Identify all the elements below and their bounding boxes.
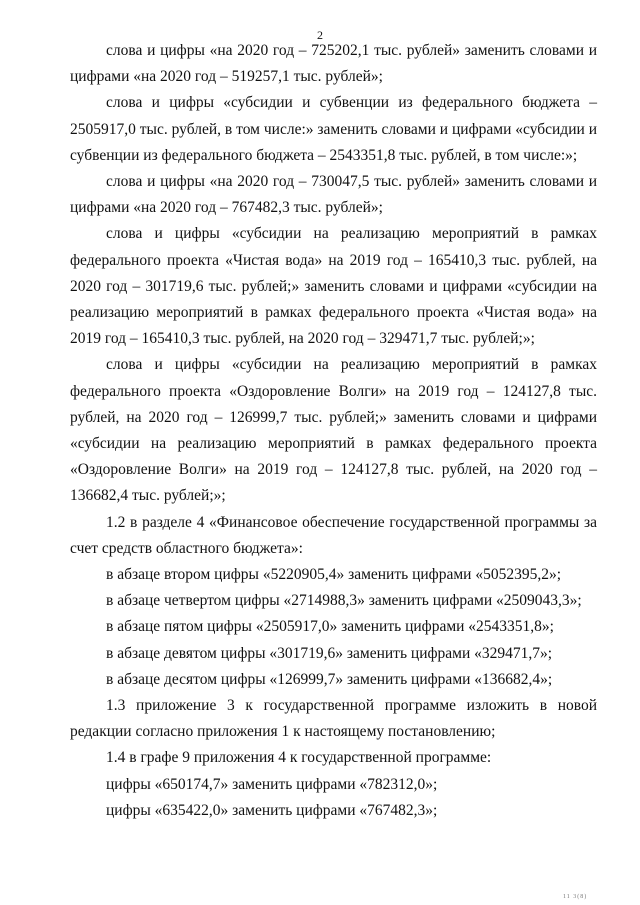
paragraph: в абзаце втором цифры «5220905,4» заменить цифрами «5052395,2»; <box>106 566 561 584</box>
document-body <box>70 38 597 824</box>
paragraph: 1.2 в разделе 4 «Финансовое обеспечение государственной программы за счет средств областного бюджета»: <box>70 513 597 557</box>
paragraph: в абзаце пятом цифры «2505917,0» заменить цифрами «2543351,8»; <box>106 618 554 636</box>
paragraph: слова и цифры «на 2020 год – 725202,1 тыс. рублей» заменить словами и цифрами «на 2020 год – 519257,1 тыс. рублей»; <box>70 42 597 86</box>
paragraph: в абзаце девятом цифры «301719,6» заменить цифрами «329471,7»; <box>106 644 553 662</box>
paragraph: в абзаце четвертом цифры «2714988,3» заменить цифрами «2509043,3»; <box>106 592 582 610</box>
paragraph: 1.4 в графе 9 приложения 4 к государственной программе: <box>106 749 492 767</box>
paragraph: слова и цифры «на 2020 год – 730047,5 тыс. рублей» заменить словами и цифрами «на 2020 год – 767482,3 тыс. рублей»; <box>70 173 597 217</box>
paragraph: слова и цифры «субсидии на реализацию мероприятий в рамках федерального проекта «Оздоровление Волги» на 2019 год – 124127,8 тыс. рублей, на 2020 год – 126999,7 тыс. рублей;» заменить словами и цифрами «субсидии на реализацию мероприятий в рамках федерального проекта «Оздоровление Волги» на 2019 год – 124127,8 тыс. рублей, на 2020 год – 136682,4 тыс. рублей;»; <box>70 356 597 505</box>
paragraph: слова и цифры «субсидии и субвенции из федерального бюджета – 2505917,0 тыс. рублей, в том числе:» заменить словами и цифрами «субсидии и субвенции из федерального бюджета – 2543351,8 тыс. рублей, в том числе:»; <box>70 94 597 164</box>
paragraph: 1.3 приложение 3 к государственной программе изложить в новой редакции согласно приложения 1 к настоящему постановлению; <box>70 697 597 741</box>
footer-mark: 11 3(8) <box>563 894 588 900</box>
paragraph: цифры «635422,0» заменить цифрами «767482,3»; <box>106 801 438 819</box>
paragraph: цифры «650174,7» заменить цифрами «782312,0»; <box>106 775 438 793</box>
paragraph: в абзаце десятом цифры «126999,7» заменить цифрами «136682,4»; <box>106 670 553 688</box>
page-number: 2 <box>317 28 323 42</box>
paragraph: слова и цифры «субсидии на реализацию мероприятий в рамках федерального проекта «Чистая вода» на 2019 год – 165410,3 тыс. рублей, на 2020 год – 301719,6 тыс. рублей;» заменить словами и цифрами «субсидии на реализацию мероприятий в рамках федерального проекта «Чистая вода» на 2019 год – 165410,3 тыс. рублей, на 2020 год – 329471,7 тыс. рублей;»; <box>70 225 597 348</box>
